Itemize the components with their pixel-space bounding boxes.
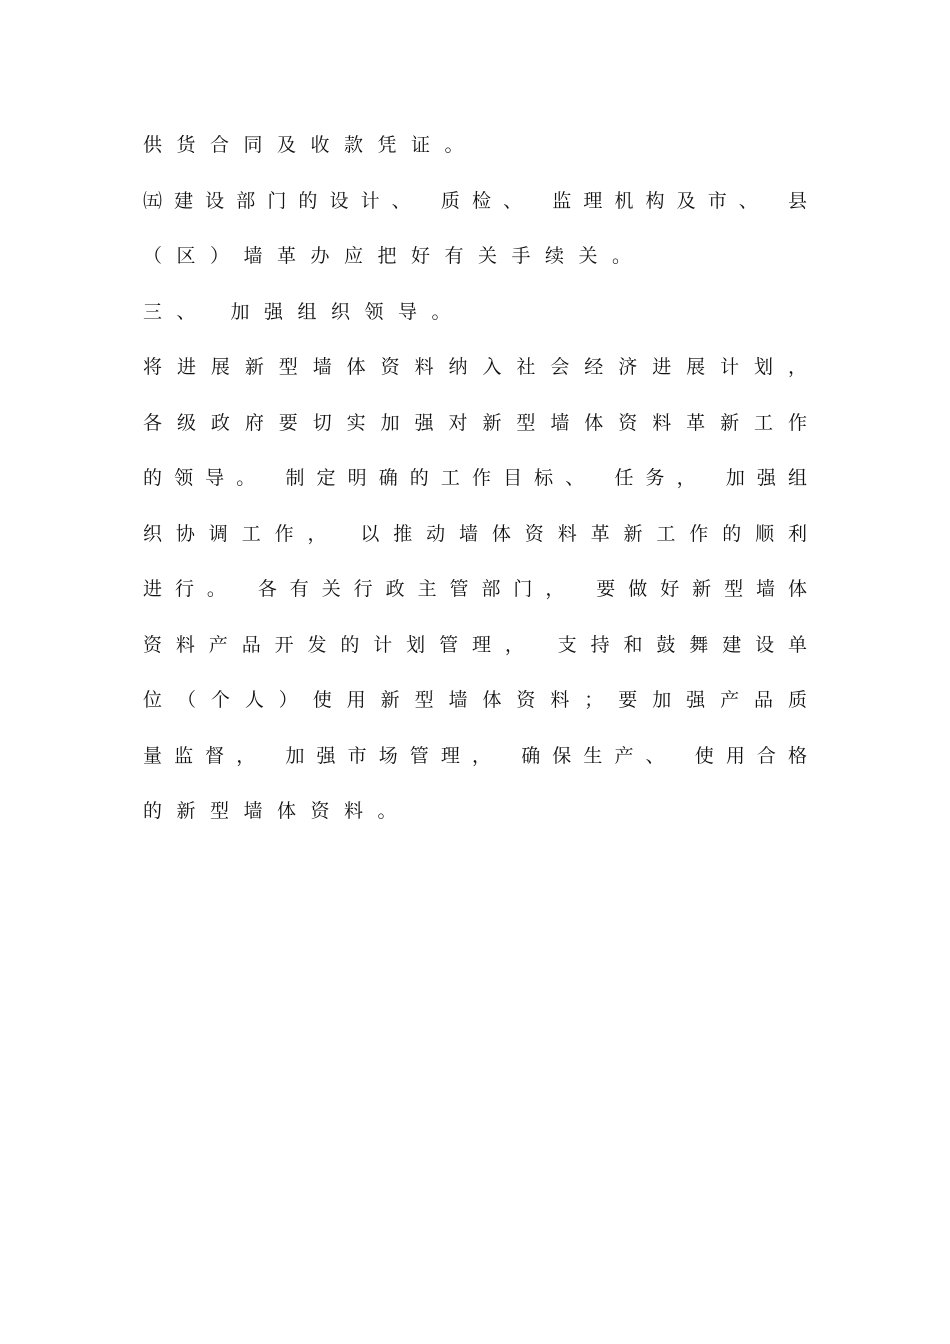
section-heading: 三、 加强组织领导。 — [143, 301, 466, 323]
text-line: ㈤建设部门的设计、 质检、 监理机构及市、 县 — [143, 190, 807, 212]
text-line: （区）墙革办应把好有关手续关。 — [143, 245, 646, 267]
text-line: 各级政府要切实加强对新型墙体资料革新工作 — [143, 412, 807, 434]
text-line: 的领导。 制定明确的工作目标、 任务， 加强组 — [143, 467, 807, 489]
text-line: 将进展新型墙体资料纳入社会经济进展计划， — [143, 356, 807, 378]
text-line: 量监督， 加强市场管理， 确保生产、 使用合格 — [143, 745, 807, 767]
text-line: 供货合同及收款凭证。 — [143, 134, 479, 156]
text-line: 织协调工作， 以推动墙体资料革新工作的顺利 — [143, 523, 807, 545]
text-line: 的新型墙体资料。 — [143, 800, 412, 822]
text-line: 资料产品开发的计划管理， 支持和鼓舞建设单 — [143, 634, 807, 656]
text-line: 进行。 各有关行政主管部门， 要做好新型墙体 — [143, 578, 807, 600]
text-line: 位（个人）使用新型墙体资料；要加强产品质 — [143, 689, 807, 711]
